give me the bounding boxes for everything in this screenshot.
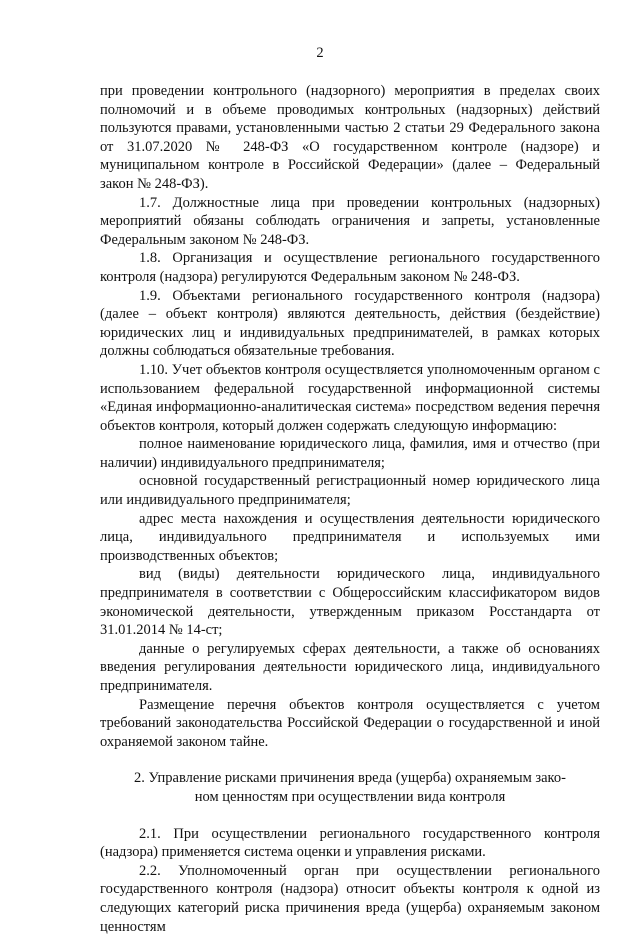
document-body bbox=[100, 82, 600, 936]
paragraph-1-8: 1.8. Организация и осуществление регионального государственного контроля (надзора) регулируются Федеральным законом № 248-ФЗ. bbox=[100, 250, 600, 285]
paragraph-2-1: 2.1. При осуществлении регионального государственного контроля (надзора) применяется система оценки и управления рисками. bbox=[100, 825, 600, 861]
page-number: 2 bbox=[316, 45, 324, 61]
paragraph-1-7: 1.7. Должностные лица при проведении контрольных (надзорных) мероприятий обязаны соблюдать ограничения и запреты, установленные Федеральным законом № 248-ФЗ. bbox=[100, 194, 600, 248]
paragraph-continuation: при проведении контрольного (надзорного) мероприятия в пределах своих полномочий и в объеме проводимых контрольных (надзорных) действий пользуются правами, установленными частью 2 статьи 29 Федерального закона от 31.07.2020 № 248-ФЗ «О государственном контроле (надзоре) и муниципальном контроле в Российской Федерации» (далее – Федеральный закон № 248-ФЗ). bbox=[100, 83, 600, 192]
list-item-registration-number: основной государственный регистрационный номер юридического лица или индивидуального предпринимателя; bbox=[100, 473, 600, 509]
paragraph-2-2: 2.2. Уполномоченный орган при осуществлении регионального государственного контроля (надзора) относит объекты контроля к одной из следующих категорий риска причинения вреда (ущерба) охраняемым законом ценностям bbox=[100, 862, 600, 935]
section-heading-2 bbox=[100, 769, 600, 806]
list-item-address: адрес места нахождения и осуществления деятельности юридического лица, индивидуального предпринимателя и используемых ими производственных объектов; bbox=[100, 510, 600, 564]
paragraph-list-placement: Размещение перечня объектов контроля осуществляется с учетом требований законодательства Российской Федерации о государственной и иной охраняемой законом тайне. bbox=[100, 696, 600, 750]
list-item-activity-type: вид (виды) деятельности юридического лица, индивидуального предпринимателя в соответствии с Общероссийским классификатором видов экономической деятельности, утвержденным приказом Росстандарта от 31.01.2014 № 14-ст; bbox=[100, 566, 600, 639]
list-item-full-name: полное наименование юридического лица, фамилия, имя и отчество (при наличии) индивидуального предпринимателя; bbox=[100, 436, 600, 471]
section-heading-line-2: ном ценностям при осуществлении вида контроля bbox=[194, 788, 506, 805]
paragraph-1-10: 1.10. Учет объектов контроля осуществляется уполномоченным органом с использованием федеральной государственной информационной системы «Единая информационно-аналитическая система» посредством ведения перечня объектов контроля, который должен содержать следующую информацию: bbox=[100, 361, 600, 434]
paragraph-1-9: 1.9. Объектами регионального государственного контроля (надзора) (далее – объект контроля) являются деятельность, действия (бездействие) юридических лиц и индивидуальных предпринимателей, в рамках которых должны соблюдаться обязательные требования. bbox=[100, 287, 600, 360]
list-item-regulated-areas: данные о регулируемых сферах деятельности, а также об основаниях введения регулирования деятельности юридического лица, индивидуального предпринимателя. bbox=[100, 640, 600, 694]
section-heading-line-1: 2. Управление рисками причинения вреда (ущерба) охраняемым зако- bbox=[134, 770, 566, 787]
